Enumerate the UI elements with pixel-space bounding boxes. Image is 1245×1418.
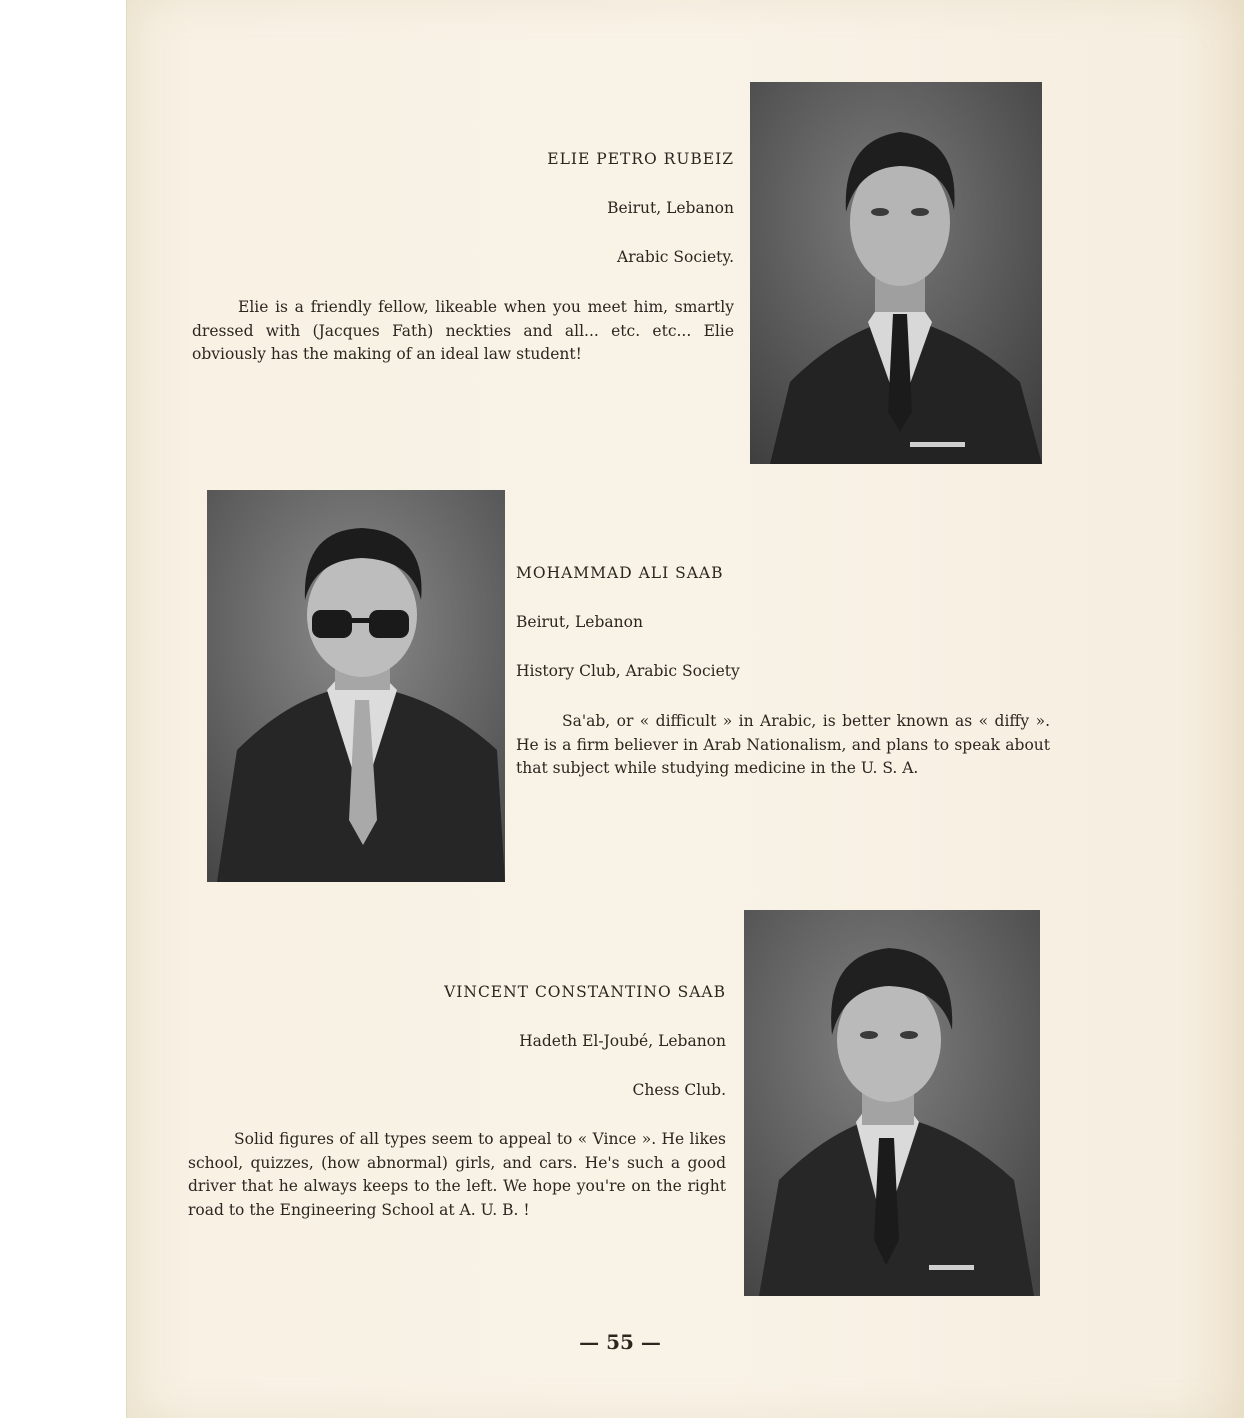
portrait-image [744,910,1040,1296]
student-hometown: Beirut, Lebanon [516,613,643,631]
student-hometown: Beirut, Lebanon [607,199,734,217]
page-number: — 55 — [579,1330,661,1354]
portrait-image [750,82,1042,464]
portrait-photo [744,910,1040,1296]
student-bio: Solid figures of all types seem to appeal to « Vince ». He likes school, quizzes, (how abnormal) girls, and cars. He's such a good driver that he always keeps to the left. We hope you're on the right road to the Engineering School at A. U. B. ! [188,1130,726,1219]
student-activities: Arabic Society. [617,248,734,266]
student-activities: History Club, Arabic Society [516,662,740,680]
student-activities: Chess Club. [632,1081,726,1099]
student-name: ELIE PETRO RUBEIZ [547,150,734,168]
portrait-image [207,490,505,882]
student-bio: Elie is a friendly fellow, likeable when you meet him, smartly dressed with (Jacques Fath) neckties and all... etc. etc... Elie obviously has the making of an ideal law student! [192,298,734,363]
student-name: VINCENT CONSTANTINO SAAB [444,983,726,1001]
student-name: MOHAMMAD ALI SAAB [516,564,724,582]
portrait-photo [207,490,505,882]
student-hometown: Hadeth El-Joubé, Lebanon [519,1032,726,1050]
portrait-photo [750,82,1042,464]
student-bio: Sa'ab, or « difficult » in Arabic, is better known as « diffy ». He is a firm believer in Arab Nationalism, and plans to speak about that subject while studying medicine in the U. S. A. [516,712,1050,777]
